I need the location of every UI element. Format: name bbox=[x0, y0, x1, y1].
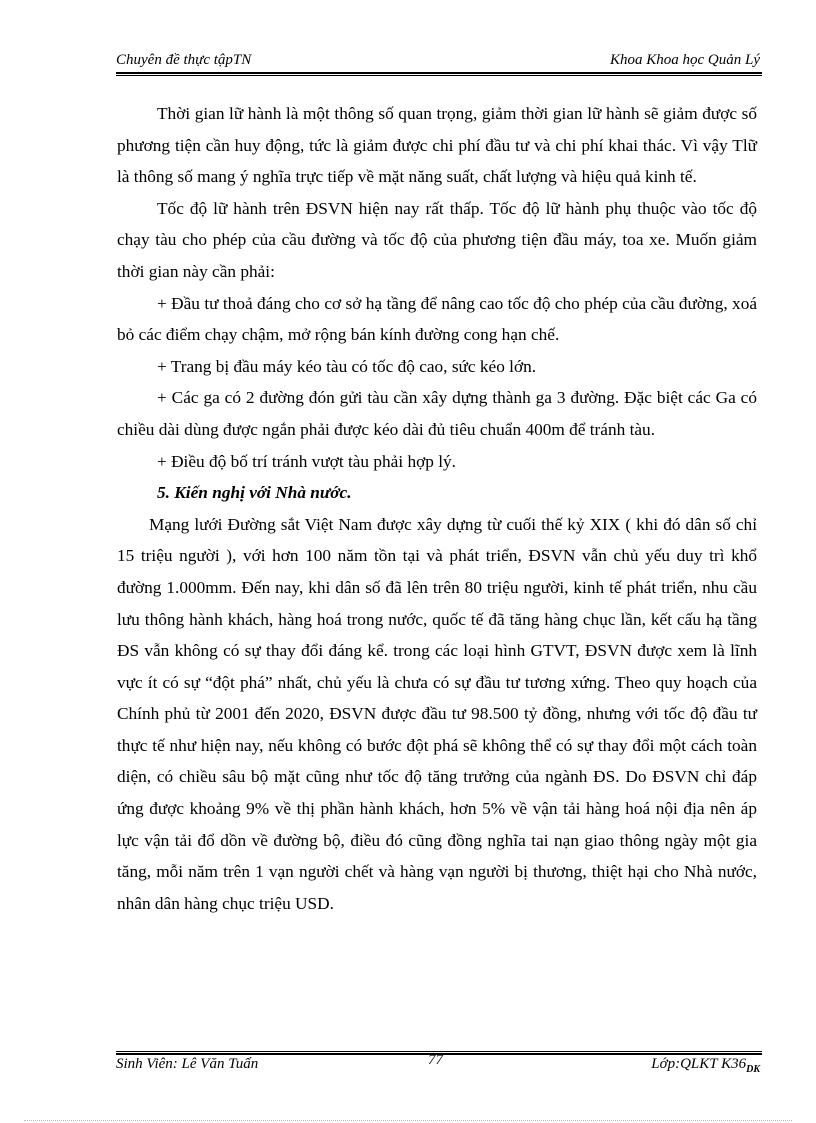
footer-class-suffix: DK bbox=[746, 1064, 760, 1075]
header-divider bbox=[116, 72, 762, 76]
footer-class-label: Lớp:QLKT K36 bbox=[651, 1056, 747, 1072]
page-bottom-edge bbox=[24, 1120, 792, 1121]
header-document-title: Chuyên đề thực tậpTN bbox=[116, 52, 252, 68]
section-heading: 5. Kiến nghị với Nhà nước. bbox=[157, 483, 352, 503]
header-faculty: Khoa Khoa học Quản Lý bbox=[610, 52, 760, 68]
page-footer bbox=[116, 1052, 762, 1076]
list-item-stations: + Các ga có 2 đường đón gửi tàu cần xây dựng thành ga 3 đường. Đặc biệt các Ga có chiều dài dùng được ngắn phải được kéo dài đủ tiêu chuẩn 400m để tránh tàu. bbox=[117, 388, 757, 439]
page-number: 77 bbox=[428, 1052, 443, 1068]
list-item-infrastructure: + Đầu tư thoả đáng cho cơ sở hạ tầng để nâng cao tốc độ cho phép của cầu đường, xoá bỏ các điểm chạy chậm, mở rộng bán kính đường cong hạn chế. bbox=[117, 293, 757, 345]
list-item-dispatch: + Điều độ bố trí tránh vượt tàu phải hợp lý. bbox=[157, 451, 456, 471]
footer-class bbox=[651, 1056, 760, 1075]
paragraph-travel-speed: Tốc độ lữ hành trên ĐSVN hiện nay rất thấp. Tốc độ lữ hành phụ thuộc vào tốc độ chạy tàu cho phép của cầu đường và tốc độ của phương tiện đầu máy, toa xe. Muốn giảm thời gian này cần phải: bbox=[117, 198, 757, 281]
paragraph-travel-time: Thời gian lữ hành là một thông số quan trọng, giảm thời gian lữ hành sẽ giảm được số phương tiện cần huy động, tức là giảm được chi phí đầu tư và chi phí khai thác. Vì vậy Tlữ là thông số mang ý nghĩa trực tiếp về mặt năng suất, chất lượng và hiệu quả kinh tế. bbox=[117, 104, 757, 187]
list-item-locomotives: + Trang bị đầu máy kéo tàu có tốc độ cao, sức kéo lớn. bbox=[157, 356, 537, 376]
page-body bbox=[117, 98, 757, 919]
page-header bbox=[116, 48, 762, 74]
footer-student: Sinh Viên: Lê Văn Tuấn bbox=[116, 1056, 259, 1072]
paragraph-recommendation: Mạng lưới Đường sắt Việt Nam được xây dựng từ cuối thế kỷ XIX ( khi đó dân số chỉ 15 triệu người ), với hơn 100 năm tồn tại và phát triển, ĐSVN vẫn chủ yếu duy trì khổ đường 1.000mm. Đến nay, khi dân số đã lên trên 80 triệu người, kinh tế phát triển, nhu cầu lưu thông hành khách, hàng hoá trong nước, quốc tế đã tăng hàng chục lần, kết cấu hạ tầng ĐS vẫn không có sự thay đổi đáng kể. trong các loại hình GTVT, ĐSVN được xem là lĩnh vực ít có sự “đột phá” nhất, chủ yếu là chưa có sự đầu tư tương xứng. Theo quy hoạch của Chính phủ từ 2001 đến 2020, ĐSVN được đầu tư 98.500 tỷ đồng, nhưng với tốc độ đầu tư thực tế như hiện nay, nếu không có bước đột phá sẽ không thể có sự thay đổi một cách toàn diện, có chiều sâu bộ mặt cũng như tốc độ tăng trưởng của ngành ĐS. Do ĐSVN chỉ đáp ứng được khoảng 9% về thị phần hành khách, hơn 5% về vận tải hàng hoá nội địa nên áp lực vận tải đổ dồn về đường bộ, điều đó cũng đồng nghĩa tai nạn giao thông ngày một gia tăng, mỗi năm trên 1 vạn người chết và hàng vạn người bị thương, thiệt hại cho Nhà nước, nhân dân hàng chục triệu USD. bbox=[117, 514, 757, 913]
